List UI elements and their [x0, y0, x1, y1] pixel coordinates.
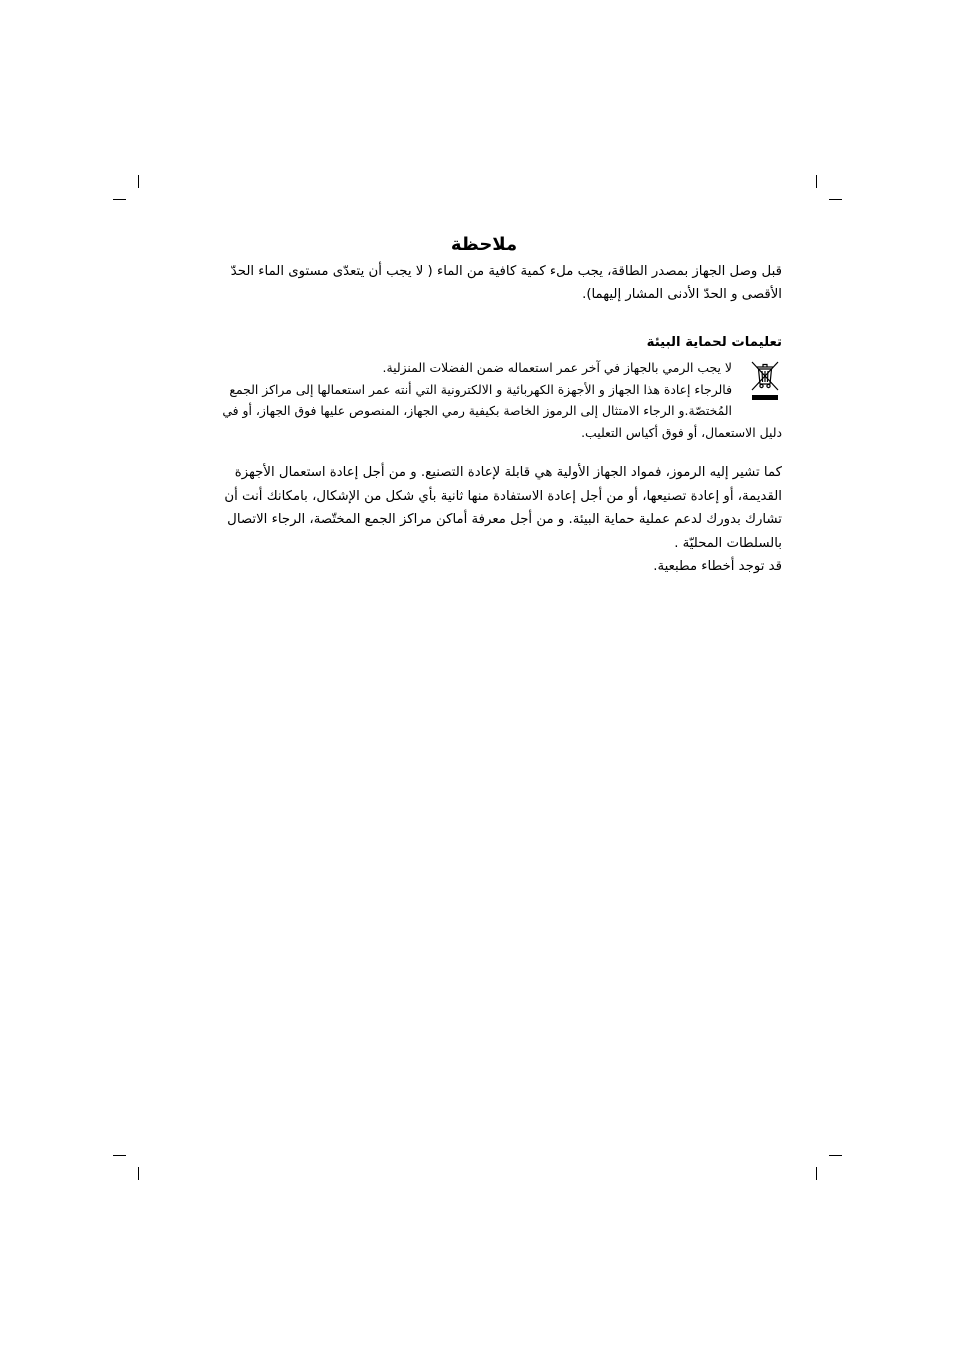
environment-heading: تعليمات لحماية البيئة — [646, 335, 782, 350]
crop-mark-bottom-left-vertical — [138, 1167, 139, 1180]
recycling-line: تشارك بدورك لدعم عملية حماية البيئة. و من أجل معرفة أماكن مراكز الجمع المختّصة، الرجاء الاتصال — [227, 512, 782, 527]
recycling-line: القديمة، أو إعادة تصنيعها، أو من أجل إعادة الاستفادة منها ثانية بأي شكل من الإشكال، بامكانك أنت أن — [224, 488, 782, 504]
environment-section — [186, 357, 782, 443]
crop-mark-bottom-left-horizontal — [113, 1155, 126, 1156]
recycling-line: بالسلطات المحليّة . — [674, 535, 782, 551]
misprint-note: قد توجد أخطاء مطبعية. — [653, 559, 782, 574]
crop-mark-top-left-horizontal — [113, 199, 126, 200]
environment-line: المُختصّة.و الرجاء الامتثال إلى الرموز الخاصة بكيفية رمي الجهاز، المنصوص عليها فوق الجهاز، أو في — [222, 403, 732, 418]
recycling-paragraph — [186, 461, 782, 579]
environment-line: دليل الاستعمال، أو فوق أكياس التعليب. — [581, 424, 782, 440]
note-line: قبل وصل الجهاز بمصدر الطاقة، يجب ملء كمية كافية من الماء ( لا يجب أن يتعدّى مستوى الماء الحدّ — [230, 264, 782, 279]
recycling-line: كما تشير إليه الرموز، فمواد الجهاز الأولية هي قابلة لإعادة التصنيع. و من أجل إعادة استعمال الأجهزة — [234, 465, 782, 480]
note-heading: ملاحظة — [450, 234, 518, 255]
crop-mark-bottom-right-horizontal — [829, 1155, 842, 1156]
crop-mark-top-right-vertical — [816, 175, 817, 188]
environment-line: لا يجب الرمي بالجهاز في آخر عمر استعماله ضمن الفضلات المنزلية. — [382, 360, 732, 375]
note-line: الأقصى و الحدّ الأدنى المشار إليهما). — [582, 287, 782, 302]
crop-mark-bottom-right-vertical — [816, 1167, 817, 1180]
crossed-out-wheelie-bin-icon — [750, 359, 780, 403]
crop-mark-top-right-horizontal — [829, 199, 842, 200]
environment-line: فالرجاء إعادة هذا الجهاز و الأجهزة الكهربائية و الالكترونية التي أنته عمر استعمالها إلى مراكز الجمع — [229, 381, 732, 397]
manual-page-content — [186, 232, 782, 579]
note-paragraph — [186, 260, 782, 306]
crop-mark-top-left-vertical — [138, 175, 139, 188]
